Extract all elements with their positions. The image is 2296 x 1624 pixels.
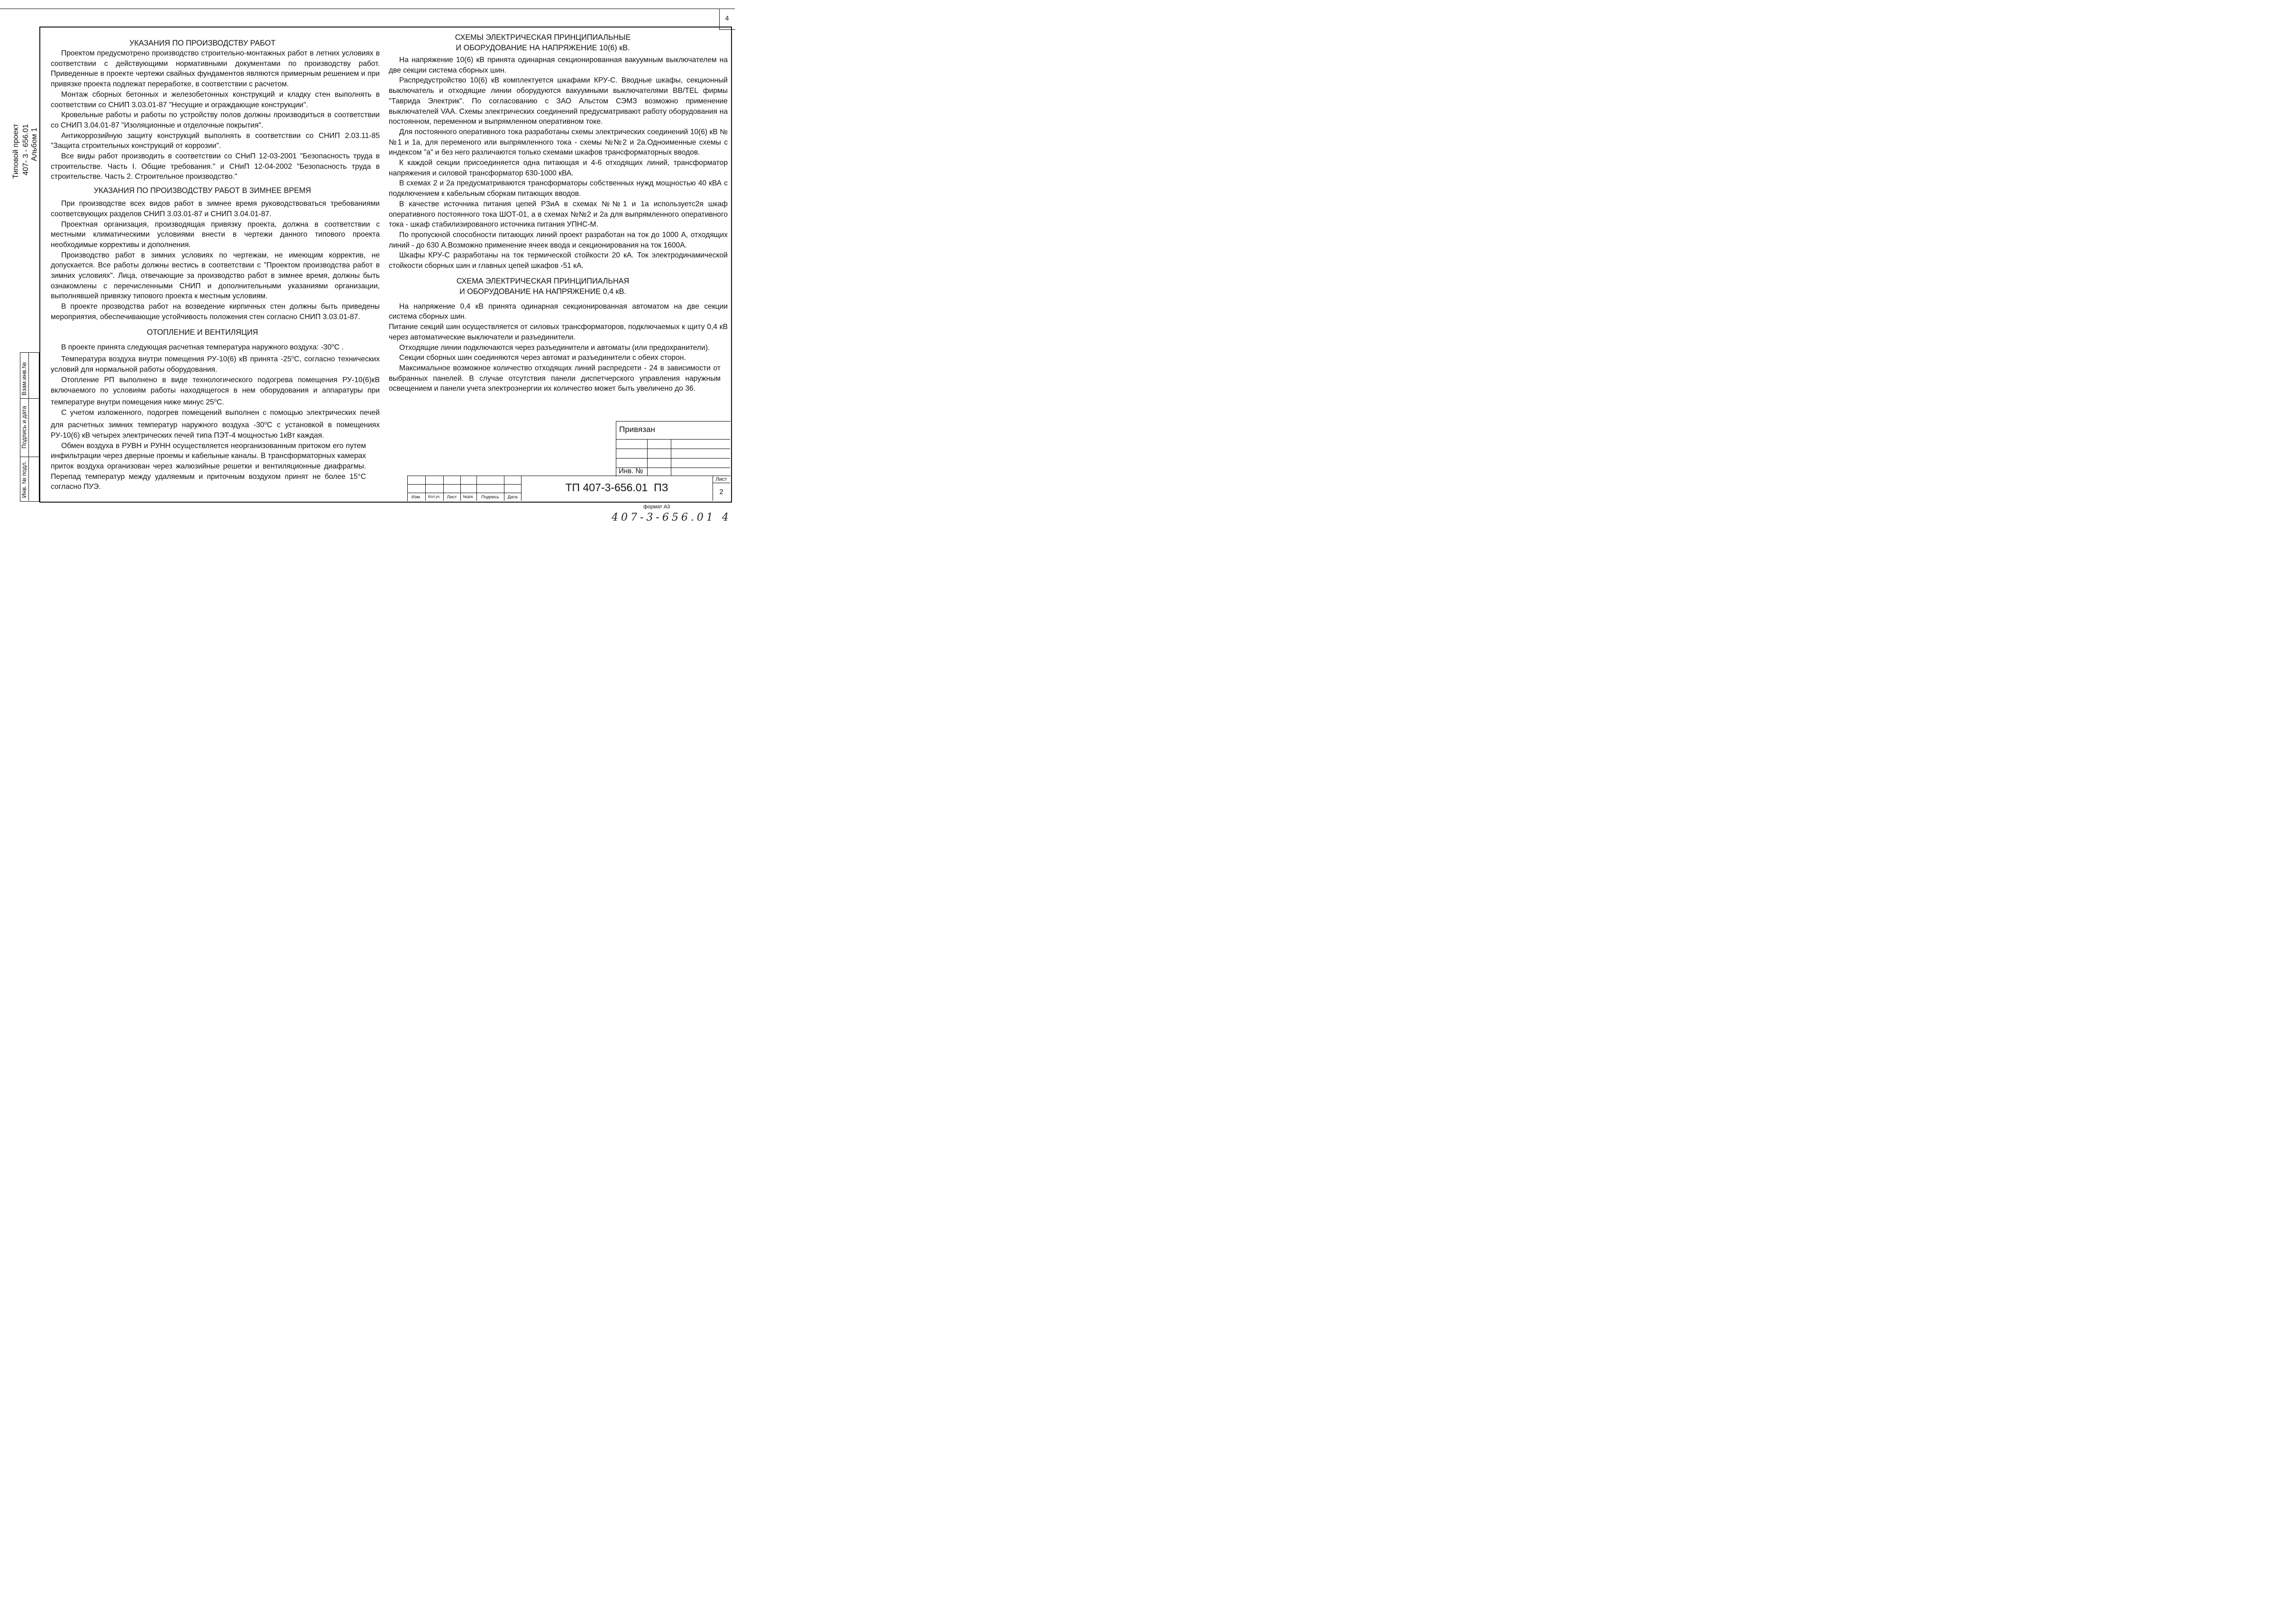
text: Отопление РП выполнено в виде технологического подогрева помещения РУ-10(6)кВ включаемого по условиям работы находящегося в нем оборудования и аппаратуры при температуре внутри помещения ниже минус 25 (51, 376, 380, 407)
paragraph: В качестве источника питания цепей РЗиА в схемах №№1 и 1а используетс2я шкаф оперативного постоянного тока ШОТ-01, а в схемах №№2 и 2а для выпрямленного оперативного тока - шкаф стабилизированого источника питания УПНС-М. (389, 200, 728, 229)
format-label: формат А3 (643, 504, 670, 510)
paragraph (51, 375, 380, 408)
sidebar-stamp-line2: 407- 3 - 656.01 (22, 124, 30, 175)
section-title-04kv-1: СХЕМА ЭЛЕКТРИЧЕСКАЯ ПРИНЦИПИАЛЬНАЯ (456, 276, 630, 285)
privyazan-grid-line (647, 439, 648, 476)
header-kol-uch: Кол.уч. (428, 495, 441, 499)
section-title-04kv-2: И ОБОРУДОВАНИЕ НА НАПРЯЖЕНИЕ 0,4 кВ. (459, 287, 626, 296)
paragraph: В проекте прозводства работ на возведение кирпичных стен должны быть приведены мероприятия, обеспечивающие устойчивость положения стен согласно СНИП 3.03.01-87. (51, 303, 380, 321)
paragraph (51, 408, 380, 440)
paragraph: Питание секций шин осуществляется от силовых трансформаторов, подключаемых к щиту 0,4 кВ через автоматические выключатели и разъединители. (389, 323, 728, 341)
text: С с установкой в помещениях РУ-10(6) кВ четырех электрических печей типа ПЭТ-4 мощностью 1кВт каждая. (51, 421, 380, 440)
paragraph: Проектная организация, производящая привязку проекта, должна в соответствии с местными климатическими условиями внести в чертежи данного типового проекта необходимые коррективы и дополнения. (51, 220, 380, 249)
section-title-winter: УКАЗАНИЯ ПО ПРОИЗВОДСТВУ РАБОТ В ЗИМНЕЕ ВРЕМЯ (93, 186, 311, 195)
paragraph: Максимальное возможное количество отходящих линий распредсети - 24 в зависимости от выбранных панелей. В случае отсутствия панели диспетчерского управления наружным освещением и панели учета электроэнергии их количество может быть увеличено до 36. (389, 364, 721, 393)
text: Температура воздуха внутри помещения РУ-10(6) кВ принята -25 (61, 355, 292, 364)
document-designation: ТП 407-3-656.01 ПЗ (565, 481, 668, 494)
paragraph: Шкафы КРУ-С разработаны на ток термической стойкости 20 кА. Ток электродинамической стойкости сборных шин и главных цепей шкафов -51 кА. (389, 251, 728, 270)
privyazan-grid-line (616, 458, 730, 459)
header-data: Дата (507, 495, 518, 500)
section-title-10kv-1: СХЕМЫ ЭЛЕКТРИЧЕСКАЯ ПРИНЦИПИАЛЬНЫЕ (455, 33, 631, 42)
sheet-number: 4 (725, 14, 729, 22)
paragraph: На напряжение 0,4 кВ принята одинарная секционированная автоматом на две секции система сборных шин. (389, 302, 728, 321)
degree-mark: о (214, 398, 217, 404)
paragraph (51, 352, 380, 375)
sidebar-stamp-line3: Альбом 1 (30, 128, 38, 161)
paragraph: Отходящие линии подключаются через разъединители и автоматы (или предохранители). (399, 343, 710, 352)
list-number: 2 (719, 488, 723, 496)
paragraph: Все виды работ производить в соответствии со СНиП 12-03-2001 "Безопасность труда в строительстве. Часть I. Общие требования." и СНиП 12-04-2002 "Безопасность труда в строительстве. Часть 2. Строительное производство." (51, 152, 380, 181)
privyazan-inv-label: Инв. № (619, 467, 643, 475)
left-column (51, 38, 380, 492)
list-label: Лист (715, 477, 727, 482)
margin-stamp-row-line (20, 398, 39, 399)
text: В проекте принята следующая расчетная температура наружного воздуха: -30 (61, 343, 332, 351)
paragraph: По пропускной способности питающих линий проект разработан на ток до 1000 А, отходящих линий - до 630 А.Возможно применение ячеек ввода и секционирования на ток 1600А. (389, 230, 728, 249)
header-list: Лист (447, 495, 457, 500)
paragraph: Антикоррозийную защиту конструкций выполнять в соответствии со СНИП 2.03.11-85 "Защита строительных конструкций от коррозии". (51, 131, 380, 150)
degree-mark: о (264, 421, 267, 426)
handwritten-note: 407-3-656.01 4 (612, 512, 732, 523)
paragraph: Производство работ в зимних условиях по чертежам, не имеющим корректив, не допускается. Все работы должны вестись в соответствии с "Проектом производства работ в зимних условиях". Лица, отвечающие за производство работ в зимнее время, должны быть ознакомлены с перечисленными СНИП и дополнительными указаниями организации, выполнявшей привязку типового проекта к местным условиям. (51, 251, 380, 301)
paragraph: При производстве всех видов работ в зимнее время руководствоваться требованиями соответсвующих разделов СНИП 3.03.01-87 и СНИП 3.04.01-87. (51, 200, 380, 218)
header-podpis: Подпись (481, 495, 499, 500)
paragraph: Кровельные работы и работы по устройству полов должны производиться в соответствии со СНИП 3.04.01-87 "Изоляционные и отделочные покрытия". (51, 111, 380, 129)
text: С, согласно технических условий для нормальной работы оборудования. (51, 355, 380, 374)
paragraph: На напряжение 10(6) кВ принята одинарная секционированная вакуумным выключателем на две секции система сборных шин. (389, 56, 728, 74)
paragraph (51, 340, 380, 353)
paragraph: Секции сборных шин соединяются через автомат и разъединители с обеих сторон. (399, 354, 686, 362)
section-title-works: УКАЗАНИЯ ПО ПРОИЗВОДСТВУ РАБОТ (129, 39, 276, 47)
title-grid-line (407, 484, 521, 485)
text: С учетом изложенного, подогрев помещений выполнен с помощью электрических печей для расчетных зимних температур наружного воздуха -30 (51, 409, 380, 430)
paragraph: Для постоянного оперативного тока разработаны схемы электрических соединений 10(6) кВ №№1 и 1а, для переменого или выпрямленного тока - схемы №№2 и 2а.Одноименные схемы с индексом "а" и без него различаются только схемами шкафов трансформаторных вводов. (389, 128, 728, 157)
margin-stamp-divider (28, 352, 29, 501)
podpis-data-label: Подпись и дата (21, 406, 27, 449)
paragraph: Обмен воздуха в РУВН и РУНН осуществляется неорганизованным притоком его путем инфильтрации через дверные проемы и кабельные каналы. В трансформаторных камерах приток воздуха организован через жалюзийные решетки и вентиляционные диафрагмы. Перепад температур между удаляемым и приточным воздухом принят не более 15°С согласно ПУЭ. (51, 441, 366, 491)
page (0, 0, 735, 523)
sidebar-stamp-line1: Типовой проект (12, 123, 20, 179)
paragraph: Монтаж сборных бетонных и железобетонных конструкций и кладку стен выполнять в соответствии со СНИП 3.03.01-87 "Несущие и ограждающие конструкции". (51, 90, 380, 109)
paragraph: В схемах 2 и 2а предусматриваются трансформаторы собственных нужд мощностью 40 кВА с подключением к кабельным сборкам питающих вводов. (389, 179, 728, 198)
paragraph: К каждой секции присоединяется одна питающая и 4-6 отходящих линий, трансформатор напряжения и силовой трансформатор 630-1000 кВА. (389, 159, 728, 177)
header-ndok: №док. (463, 495, 474, 499)
vzam-inv-label: Взам.инв.№ (21, 362, 27, 395)
paragraph: Распредустройство 10(6) кВ комплектуется шкафами КРУ-С. Вводные шкафы, секционный выключатель и отходящие линии оборудуются вакуумными выключателями BB/TEL фирмы "Таврида Электрик". По согласованию с ЗАО Альстом СЭМЗ возможно применение выключателей VAA. Схемы электрических соединений предусматривают работу оборудования на постоянном, переменном и выпрямленном оперативном токе. (389, 76, 728, 126)
privyazan-grid-line (616, 439, 730, 440)
header-izm: Изм. (411, 495, 421, 500)
paragraph: Проектом предусмотрено производство строительно-монтажных работ в летних условиях в соответствии с действующими нормативными документами по производству работ. Приведенные в проекте чертежи свайных фундаментов являются примерным решением и при привязке проекта подлежат переработке, в соответствии с расчетом. (51, 49, 380, 89)
degree-mark: о (291, 355, 294, 360)
degree-mark: о (331, 342, 334, 348)
text: С. (217, 398, 224, 407)
section-title-heating: ОТОПЛЕНИЕ И ВЕНТИЛЯЦИЯ (146, 328, 258, 337)
inv-podl-label: Инв. № подл. (21, 461, 27, 498)
privyazan-label: Привязан (619, 425, 655, 434)
section-title-10kv-2: И ОБОРУДОВАНИЕ НА НАПРЯЖЕНИЕ 10(6) кВ. (456, 44, 630, 52)
right-column (389, 32, 728, 394)
text: С . (334, 343, 344, 351)
